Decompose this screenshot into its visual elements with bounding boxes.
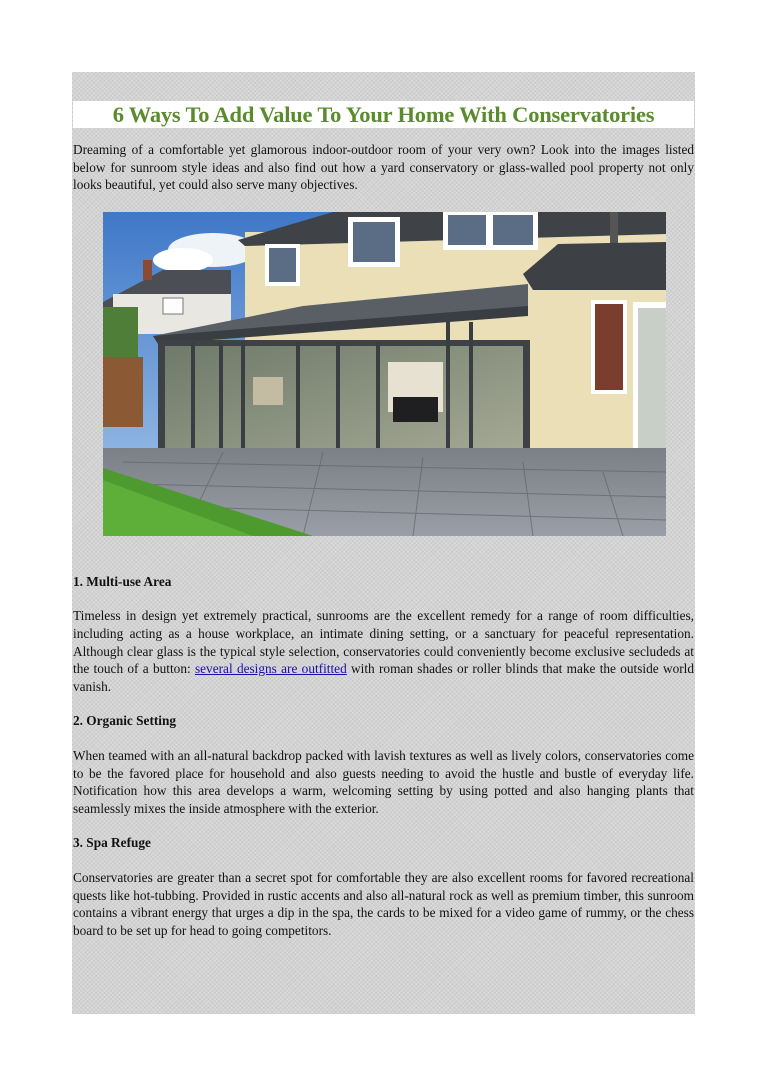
document-title: 6 Ways To Add Value To Your Home With Conservatories [112,101,655,127]
section-heading-organic: 2. Organic Setting [73,713,177,729]
document-page [72,72,695,1014]
section-body-text-end: with roman shades or roller blinds that make the outside world vanish. [73,661,694,694]
section-body-spa: Conservatories are greater than a secret spot for comfortable they are also excellent rooms for favored recreational quests like hot-tubbing. Provided in rustic accents and also all-natural rock as well as premium timber, this sunroom contains a vibrant energy that urges a dip in the spa, the cards to be mixed for a video game of rummy, or the chess board to be set up for head to going competitors. [73,869,694,938]
section-heading-spa: 3. Spa Refuge [73,835,151,851]
title-banner [73,101,694,128]
intro-paragraph: Dreaming of a comfortable yet glamorous indoor-outdoor room of your very own? Look into the images listed below for sunroom style ideas and also find out how a yard conservatory or glass-walled pool property not only looks beautiful, yet could also serve many objectives. [73,142,694,193]
section-body-multi-use [73,607,694,695]
conservatory-photo [103,212,666,536]
section-body-organic: When teamed with an all-natural backdrop packed with lavish textures as well as lively colors, conservatories come to be the favored place for household and also guests needing to avoid the hustle and bustle of everyday life. Notification how this area develops a warm, welcoming setting by using potted and also hanging plants that seamlessly mixes the inside atmosphere with the exterior. [73,747,694,816]
designs-link[interactable]: several designs are outfitted [194,661,347,677]
section-heading-multi-use: 1. Multi-use Area [73,573,172,589]
section-body-text: Timeless in design yet extremely practical, sunrooms are the excellent remedy for a range of room difficulties, including acting as a house workplace, an intimate dining setting, or a sanctuary for peaceful representation. Although clear glass is the typical style selection, conservatories could conveniently become exclusive secludeds at the touch of a button: [73,608,694,677]
